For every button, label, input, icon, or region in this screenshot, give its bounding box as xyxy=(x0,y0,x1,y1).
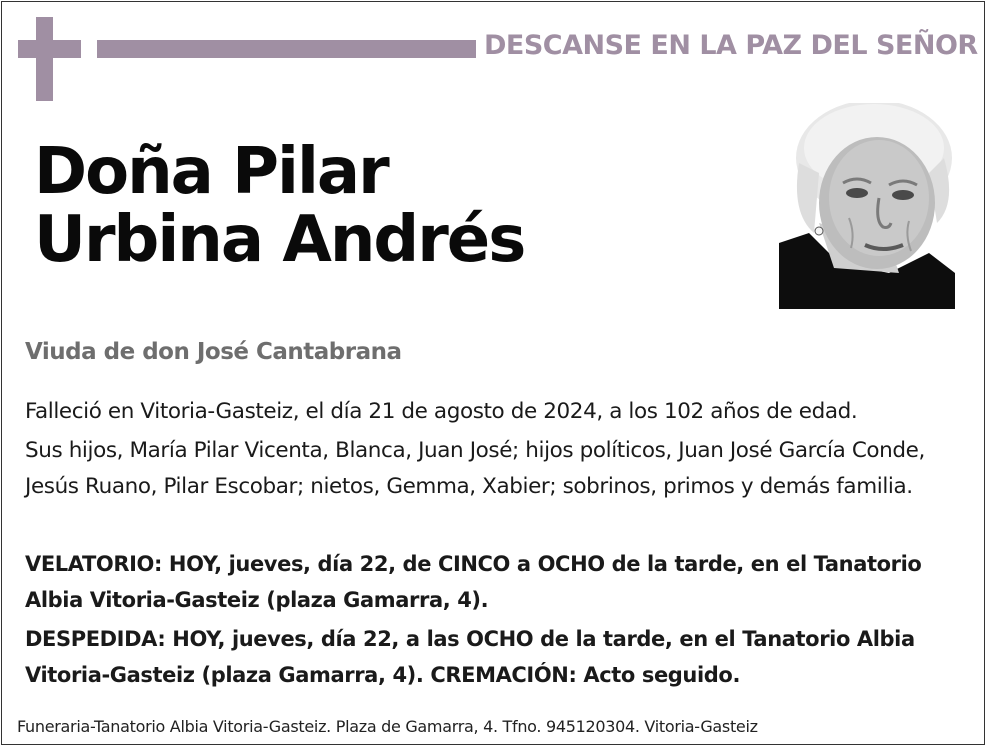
name-line-1: Doña Pilar xyxy=(34,135,388,209)
deceased-name xyxy=(34,135,525,277)
portrait-photo xyxy=(779,103,955,309)
name-line-2: Urbina Andrés xyxy=(34,203,525,277)
family-list: Sus hijos, María Pilar Vicenta, Blanca, Juan José; hijos políticos, Juan José García Conde, Jesús Ruano, Pilar Escobar; nietos, Gemma, Xabier; sobrinos, primos y demás familia. xyxy=(25,438,925,499)
funeral-home-footer: Funeraria-Tanatorio Albia Vitoria-Gasteiz. Plaza de Gamarra, 4. Tfno. 945120304. Vitoria-Gasteiz xyxy=(17,717,758,736)
header-rule xyxy=(97,40,476,58)
wake-details: VELATORIO: HOY, jueves, día 22, de CINCO a OCHO de la tarde, en el Tanatorio Albia Vitoria-Gasteiz (plaza Gamarra, 4). xyxy=(25,552,922,612)
death-notice: Falleció en Vitoria-Gasteiz, el día 21 de agosto de 2024, a los 102 años de edad. xyxy=(25,399,858,424)
widow-subtitle: Viuda de don José Cantabrana xyxy=(25,339,402,365)
farewell-details: DESPEDIDA: HOY, jueves, día 22, a las OCHO de la tarde, en el Tanatorio Albia Vitoria-Gasteiz (plaza Gamarra, 4). CREMACIÓN: Acto seguido. xyxy=(25,627,915,687)
motto-heading: DESCANSE EN LA PAZ DEL SEÑOR xyxy=(484,30,978,61)
